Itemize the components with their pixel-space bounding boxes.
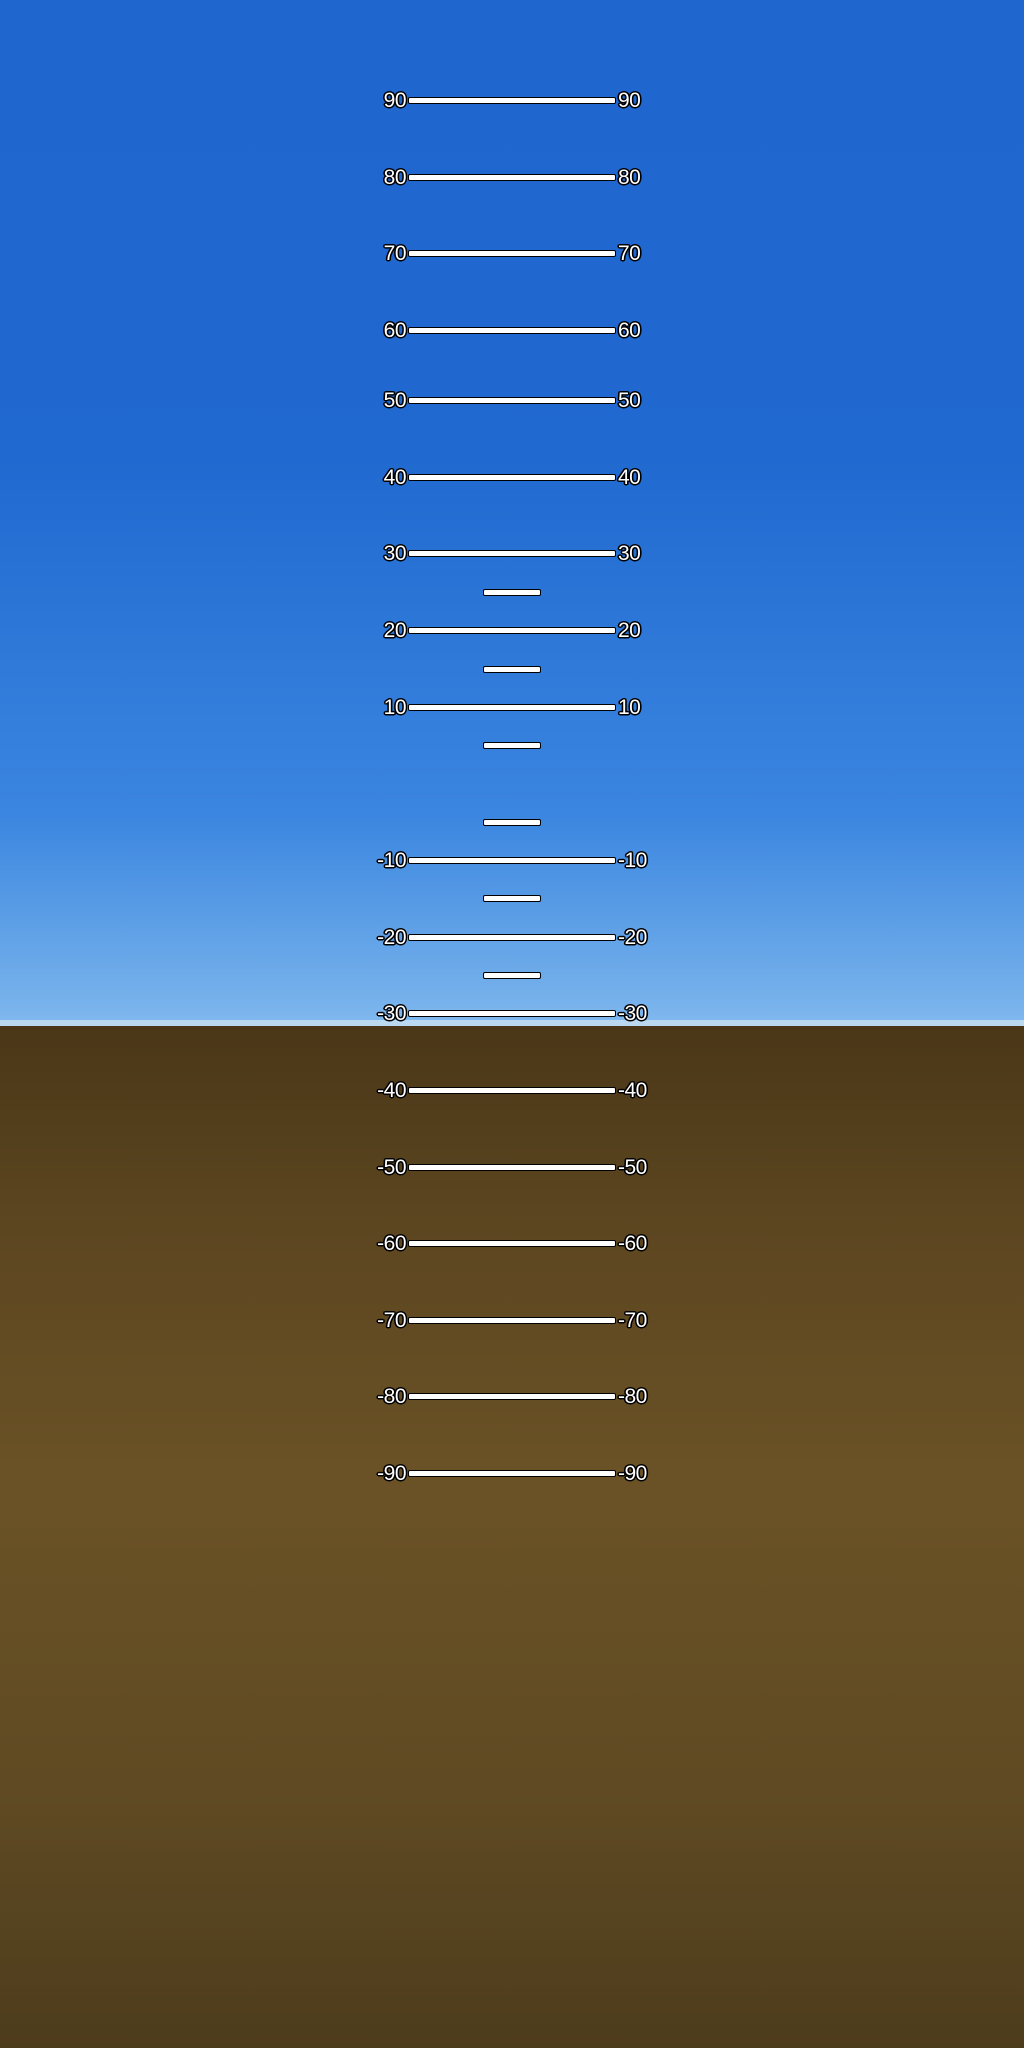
pitch-bar-major: [408, 474, 616, 481]
pitch-label-right: -30: [618, 1001, 647, 1025]
pitch-label-right: 40: [618, 465, 641, 489]
pitch-bar-major: [408, 550, 616, 557]
pitch-label-left: 50: [383, 388, 406, 412]
pitch-label-left: -20: [377, 925, 406, 949]
pitch-label-right: 80: [618, 165, 641, 189]
pitch-label-left: 70: [383, 241, 406, 265]
pitch-label-left: 10: [383, 695, 406, 719]
pitch-bar-major: [408, 174, 616, 181]
pitch-label-left: -10: [377, 848, 406, 872]
pitch-bar-major: [408, 397, 616, 404]
pitch-label-left: -70: [377, 1308, 406, 1332]
pitch-rung: [0, 87, 1024, 113]
pitch-rung: [0, 317, 1024, 343]
pitch-label-right: 70: [618, 241, 641, 265]
pitch-bar-major: [408, 934, 616, 941]
pitch-label-left: 90: [383, 88, 406, 112]
pitch-label-right: -40: [618, 1078, 647, 1102]
pitch-bar-major: [408, 1010, 616, 1017]
pitch-bar-minor: [483, 589, 541, 596]
pitch-rung: [0, 1307, 1024, 1333]
pitch-rung: [0, 656, 1024, 682]
pitch-label-right: 90: [618, 88, 641, 112]
pitch-bar-major: [408, 704, 616, 711]
pitch-rung: [0, 240, 1024, 266]
pitch-rung: [0, 847, 1024, 873]
pitch-rung: [0, 962, 1024, 988]
pitch-label-right: -70: [618, 1308, 647, 1332]
pitch-label-left: 20: [383, 618, 406, 642]
pitch-bar-major: [408, 1317, 616, 1324]
pitch-rung: [0, 1154, 1024, 1180]
pitch-rung: [0, 1077, 1024, 1103]
pitch-rung: [0, 1383, 1024, 1409]
pitch-bar-major: [408, 857, 616, 864]
pitch-label-left: -30: [377, 1001, 406, 1025]
pitch-rung: [0, 617, 1024, 643]
pitch-rung: [0, 164, 1024, 190]
pitch-label-right: 60: [618, 318, 641, 342]
pitch-rung: [0, 694, 1024, 720]
pitch-bar-major: [408, 1164, 616, 1171]
pitch-label-left: 60: [383, 318, 406, 342]
pitch-label-left: -50: [377, 1155, 406, 1179]
pitch-rung: [0, 464, 1024, 490]
pitch-bar-major: [408, 627, 616, 634]
pitch-label-right: 50: [618, 388, 641, 412]
pitch-bar-major: [408, 327, 616, 334]
pitch-bar-major: [408, 1393, 616, 1400]
pitch-bar-minor: [483, 819, 541, 826]
pitch-label-left: 80: [383, 165, 406, 189]
pitch-rung: [0, 924, 1024, 950]
pitch-label-left: -60: [377, 1231, 406, 1255]
pitch-label-left: -40: [377, 1078, 406, 1102]
pitch-bar-major: [408, 250, 616, 257]
pitch-bar-major: [408, 1240, 616, 1247]
pitch-label-left: 40: [383, 465, 406, 489]
pitch-rung: [0, 579, 1024, 605]
pitch-label-right: 20: [618, 618, 641, 642]
pitch-rung: [0, 540, 1024, 566]
pitch-label-right: -60: [618, 1231, 647, 1255]
pitch-rung: [0, 885, 1024, 911]
pitch-label-right: 30: [618, 541, 641, 565]
pitch-rung: [0, 387, 1024, 413]
pitch-bar-major: [408, 1470, 616, 1477]
pitch-label-right: 10: [618, 695, 641, 719]
pitch-label-right: -20: [618, 925, 647, 949]
pitch-label-left: -80: [377, 1384, 406, 1408]
pitch-label-right: -90: [618, 1461, 647, 1485]
pitch-bar-minor: [483, 972, 541, 979]
pitch-rung: [0, 1000, 1024, 1026]
pitch-bar-minor: [483, 895, 541, 902]
pitch-rung: [0, 1230, 1024, 1256]
pitch-label-right: -80: [618, 1384, 647, 1408]
pitch-bar-major: [408, 1087, 616, 1094]
pitch-bar-major: [408, 97, 616, 104]
pitch-rung: [0, 1460, 1024, 1486]
pitch-bar-minor: [483, 666, 541, 673]
pitch-rung: [0, 809, 1024, 835]
pitch-rung: [0, 732, 1024, 758]
pitch-label-right: -10: [618, 848, 647, 872]
pitch-label-right: -50: [618, 1155, 647, 1179]
pitch-label-left: -90: [377, 1461, 406, 1485]
pitch-label-left: 30: [383, 541, 406, 565]
pitch-bar-minor: [483, 742, 541, 749]
